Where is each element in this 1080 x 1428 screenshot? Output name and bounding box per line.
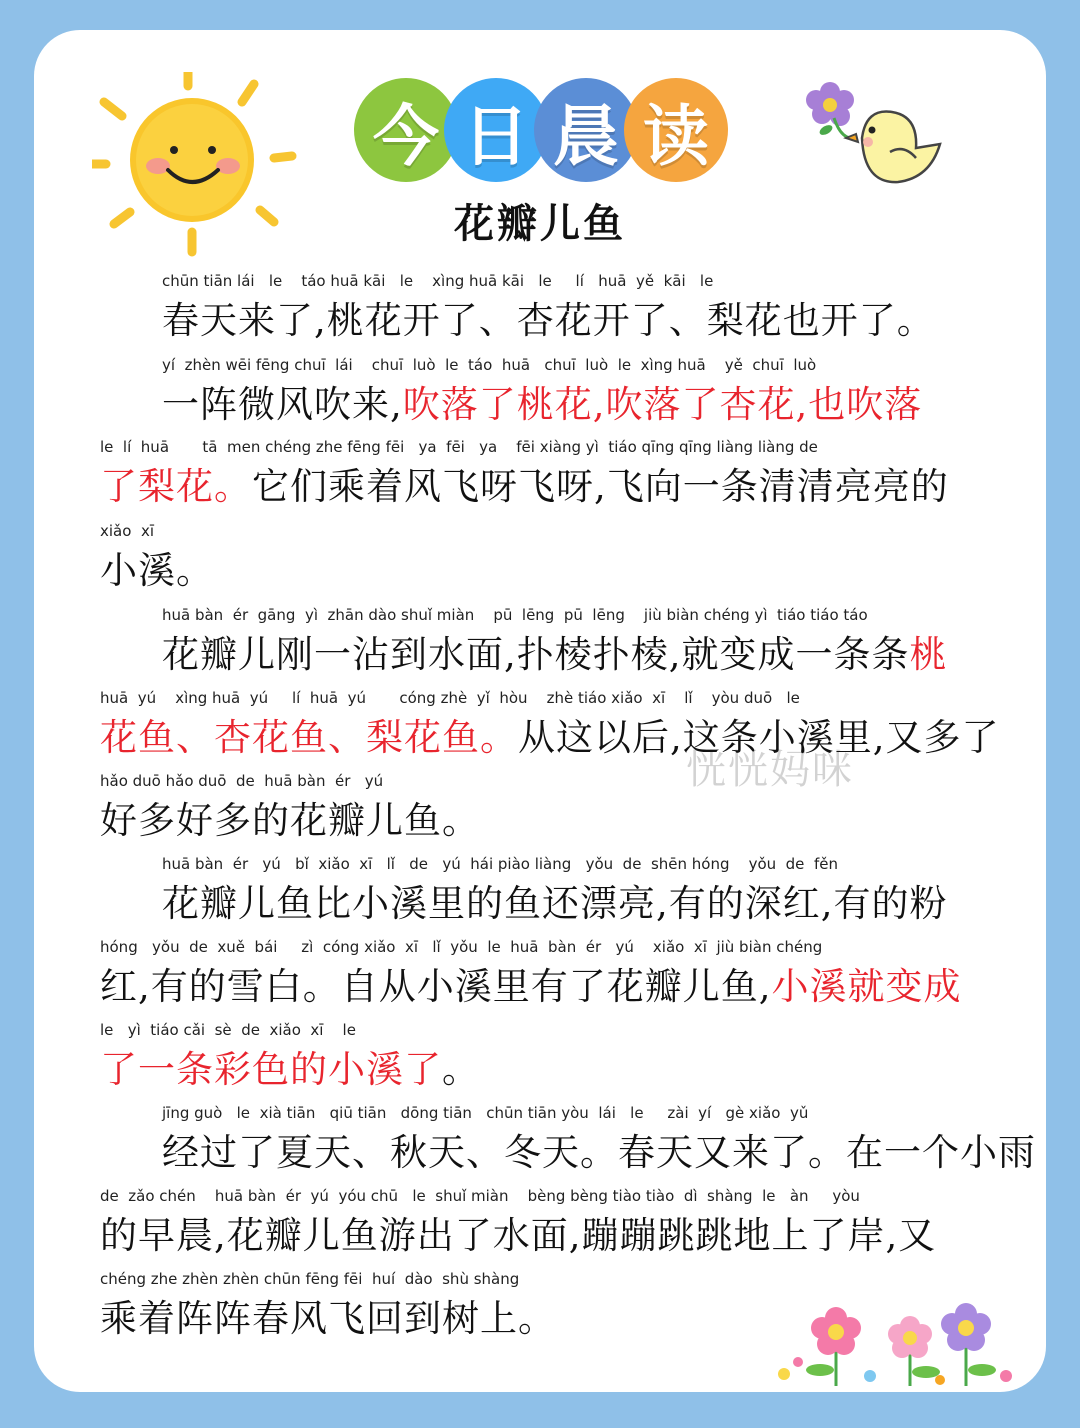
highlighted-text: 了梨花。 <box>100 465 252 508</box>
chinese-text-row <box>162 374 922 428</box>
text-segment: 花瓣儿鱼比小溪里的鱼还漂亮,有的深红,有的粉 <box>162 882 948 925</box>
text-segment: 花瓣儿刚一沾到水面,扑棱扑棱,就变成一条条 <box>162 633 910 676</box>
text-line <box>0 772 1080 842</box>
text-segment: 春天来了,桃花开了、杏花开了、梨花也开了。 <box>162 299 935 342</box>
text-segment: 一阵微风吹来, <box>162 383 403 426</box>
text-segment: 经过了夏天、秋天、冬天。春天又来了。在一个小雨 <box>162 1131 1036 1174</box>
highlighted-text: 小溪就变成 <box>771 965 962 1008</box>
highlighted-text: 花鱼、杏花鱼、梨花鱼。 <box>100 716 518 759</box>
text-segment: 。 <box>442 1048 480 1091</box>
pinyin-row: huā bàn ér yú bǐ xiǎo xī lǐ de yú hái piào liàng yǒu de shēn hóng yǒu de fěn <box>162 855 838 873</box>
chinese-text-row <box>100 707 1000 761</box>
pinyin-row: le lí huā tā men chéng zhe fēng fēi ya fēi ya fēi xiàng yì tiáo qīng qīng liàng liàng de <box>100 438 818 456</box>
pinyin-row: yí zhèn wēi fēng chuī lái chuī luò le táo huā chuī luò le xìng huā yě chuī luò <box>162 356 817 374</box>
text-line <box>0 272 1080 342</box>
text-line <box>0 606 1080 676</box>
pinyin-row: jīng guò le xià tiān qiū tiān dōng tiān chūn tiān yòu lái le zài yí gè xiǎo yǔ <box>162 1104 809 1122</box>
pinyin-row: le yì tiáo cǎi sè de xiǎo xī le <box>100 1021 356 1039</box>
chinese-text-row <box>100 956 962 1010</box>
text-line <box>0 438 1080 508</box>
text-line <box>0 1187 1080 1257</box>
text-segment: 从这以后,这条小溪里,又多了 <box>518 716 1000 759</box>
banner-char: 日 <box>444 78 548 182</box>
text-segment: 乘着阵阵春风飞回到树上。 <box>100 1297 556 1340</box>
chinese-text-row <box>100 1288 556 1342</box>
page-title: 花瓣儿鱼 <box>454 201 626 247</box>
pinyin-row: chūn tiān lái le táo huā kāi le xìng huā kāi le lí huā yě kāi le <box>162 272 714 290</box>
today-morning-reading-banner <box>354 78 734 186</box>
highlighted-text: 了一条彩色的小溪了 <box>100 1048 442 1091</box>
flowers-icon <box>770 1300 1018 1388</box>
chinese-text-row <box>100 540 214 594</box>
pinyin-row: de zǎo chén huā bàn ér yú yóu chū le shuǐ miàn bèng bèng tiào tiào dì shàng le àn yòu <box>100 1187 860 1205</box>
chinese-text-row <box>162 1122 1036 1176</box>
watermark: 恍恍妈咪 <box>686 747 854 793</box>
text-line <box>0 1104 1080 1174</box>
bird-with-flower-icon <box>806 78 946 190</box>
pinyin-row: huā yú xìng huā yú lí huā yú cóng zhè yǐ hòu zhè tiáo xiǎo xī lǐ yòu duō le <box>100 689 800 707</box>
text-line <box>0 1021 1080 1091</box>
chinese-text-row <box>162 873 948 927</box>
highlighted-text: 桃 <box>909 633 948 676</box>
pinyin-row: xiǎo xī <box>100 522 154 540</box>
banner-char: 晨 <box>534 78 638 182</box>
text-line <box>0 356 1080 426</box>
text-line <box>0 689 1080 759</box>
text-segment: 好多好多的花瓣儿鱼。 <box>100 799 480 842</box>
text-segment: 的早晨,花瓣儿鱼游出了水面,蹦蹦跳跳地上了岸,又 <box>100 1214 937 1257</box>
chinese-text-row <box>100 456 949 510</box>
text-line <box>0 522 1080 592</box>
highlighted-text: 吹落了桃花,吹落了杏花,也吹落 <box>402 383 923 426</box>
pinyin-row: chéng zhe zhèn zhèn chūn fēng fēi huí dào shù shàng <box>100 1270 520 1288</box>
chinese-text-row <box>100 1205 936 1259</box>
chinese-text-row <box>100 1039 480 1093</box>
pinyin-row: huā bàn ér gāng yì zhān dào shuǐ miàn pū lēng pū lēng jiù biàn chéng yì tiáo tiáo táo <box>162 606 868 624</box>
banner-char: 今 <box>354 78 458 182</box>
chinese-text-row <box>162 624 948 678</box>
text-line <box>0 938 1080 1008</box>
chinese-text-row <box>162 290 935 344</box>
text-segment: 它们乘着风飞呀飞呀,飞向一条清清亮亮的 <box>252 465 949 508</box>
chinese-text-row <box>100 790 480 844</box>
text-segment: 红,有的雪白。自从小溪里有了花瓣儿鱼, <box>100 965 772 1008</box>
pinyin-row: hóng yǒu de xuě bái zì cóng xiǎo xī lǐ yǒu le huā bàn ér yú xiǎo xī jiù biàn chéng <box>100 938 823 956</box>
text-line <box>0 855 1080 925</box>
pinyin-row: hǎo duō hǎo duō de huā bàn ér yú <box>100 772 384 790</box>
banner-char: 读 <box>624 78 728 182</box>
text-segment: 小溪。 <box>100 549 214 592</box>
